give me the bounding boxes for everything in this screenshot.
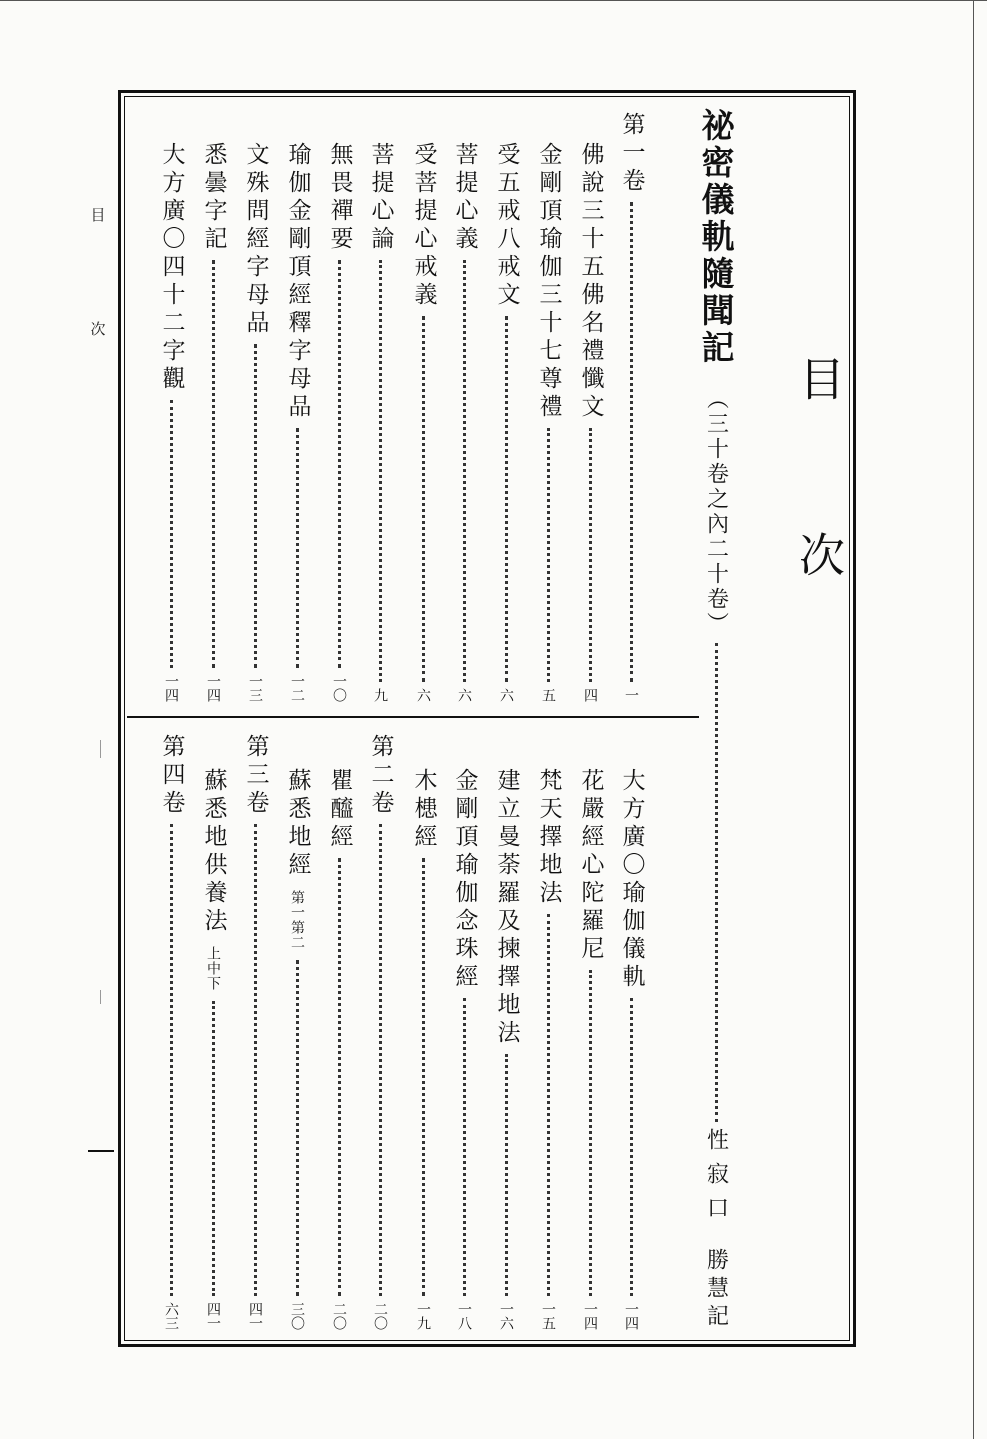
toc-entry-page: 一六 — [498, 1302, 514, 1330]
toc-entry-page: 一四 — [623, 1302, 639, 1330]
work-title: 祕密儀軌隨聞記 — [696, 108, 736, 367]
toc-entry — [324, 142, 354, 702]
leader-dots — [505, 1054, 508, 1296]
toc-entry — [449, 768, 479, 1330]
author-line: 性寂口 — [703, 1128, 729, 1230]
toc-entry — [282, 142, 312, 702]
leader-dots — [379, 824, 382, 1296]
toc-entry-page: 九 — [372, 688, 388, 702]
toc-entry — [575, 142, 605, 702]
toc-entry-note: 上中下 — [205, 946, 221, 991]
toc-entry — [616, 768, 646, 1330]
running-head-char-2: 次 — [90, 320, 106, 338]
toc-entry-title: 文殊問經字母品 — [242, 142, 269, 338]
leader-dots — [463, 998, 466, 1296]
toc-entry — [240, 734, 270, 1330]
toc-entry-note: 第一第二 — [289, 890, 305, 950]
section-divider — [127, 716, 699, 718]
toc-entry-title: 花嚴經心陀羅尼 — [577, 768, 604, 964]
toc-entry — [533, 142, 563, 702]
toc-entry-page: 一四 — [582, 1302, 598, 1330]
toc-entry — [324, 768, 354, 1330]
toc-entry-title: 大方廣〇四十二字觀 — [158, 142, 185, 394]
toc-entry-page: 一二 — [289, 674, 305, 702]
toc-entry-title: 無畏禪要 — [326, 142, 353, 254]
leader-dots — [379, 260, 382, 682]
toc-entry-page: 一四 — [205, 674, 221, 702]
running-head-char-1: 目 — [90, 206, 106, 224]
toc-entry-title: 第一卷 — [618, 112, 645, 196]
leader-dots — [505, 316, 508, 682]
toc-entry-title: 受五戒八戒文 — [493, 142, 520, 310]
leader-dots — [589, 428, 592, 682]
toc-entry-title: 受菩提心戒義 — [410, 142, 437, 310]
toc-entry — [198, 142, 228, 702]
toc-entry-title: 大方廣〇瑜伽儀軌 — [618, 768, 645, 992]
toc-entry-page: 六 — [456, 688, 472, 702]
toc-entry-title: 悉曇字記 — [200, 142, 227, 254]
leader-dots — [547, 428, 550, 682]
toc-entry-page: 五 — [540, 688, 556, 702]
toc-entry — [365, 734, 395, 1330]
margin-tick — [100, 990, 101, 1004]
toc-entry-title: 第二卷 — [367, 734, 394, 818]
leader-dots — [254, 344, 257, 668]
leader-dots — [254, 824, 257, 1296]
folio-page-number — [88, 1150, 114, 1152]
toc-entry-title: 蘇悉地經 — [284, 768, 311, 880]
toc-entry-page: 四一 — [247, 1302, 263, 1330]
toc-entry-page: 一四 — [163, 674, 179, 702]
toc-entry — [575, 768, 605, 1330]
toc-entry — [408, 142, 438, 702]
toc-entry-page: 六 — [498, 688, 514, 702]
leader-dots — [212, 260, 215, 668]
toc-entry-title: 瞿醯經 — [326, 768, 353, 852]
leader-dots — [630, 998, 633, 1296]
leader-dots — [212, 1001, 215, 1296]
author-line-2: 勝慧記 — [703, 1248, 729, 1332]
toc-entry-title: 金剛頂瑜伽三十七尊禮 — [535, 142, 562, 422]
leader-dots — [715, 643, 718, 1122]
margin-tick — [100, 740, 101, 758]
toc-entry — [408, 768, 438, 1330]
toc-entry — [491, 142, 521, 702]
toc-entry-page: 一五 — [540, 1302, 556, 1330]
toc-entry-title: 佛說三十五佛名禮懺文 — [577, 142, 604, 422]
toc-entry-page: 四一 — [205, 1302, 221, 1330]
toc-entry-title: 第四卷 — [158, 734, 185, 818]
toc-entry-page: 二〇 — [331, 1302, 347, 1330]
toc-entry — [449, 142, 479, 702]
toc-entry-title: 第三卷 — [242, 734, 269, 818]
toc-entry — [616, 112, 646, 702]
leader-dots — [170, 400, 173, 668]
toc-entry-title: 建立曼荼羅及揀擇地法 — [493, 768, 520, 1048]
toc-entry-page: 一八 — [456, 1302, 472, 1330]
toc-entry-title: 梵天擇地法 — [535, 768, 562, 908]
toc-entry-page: 二〇 — [372, 1302, 388, 1330]
toc-entry-page: 一九 — [415, 1302, 431, 1330]
leader-dots — [296, 428, 299, 668]
leader-dots — [589, 970, 592, 1296]
leader-dots — [338, 858, 341, 1296]
toc-entry — [198, 768, 228, 1330]
page-edge-top — [0, 0, 987, 1]
toc-entry — [240, 142, 270, 702]
toc-entry-page: 一〇 — [331, 674, 347, 702]
toc-entry — [491, 768, 521, 1330]
toc-entry — [282, 768, 312, 1330]
toc-entry-title: 金剛頂瑜伽念珠經 — [451, 768, 478, 992]
leader-dots — [338, 260, 341, 668]
toc-entry — [156, 734, 186, 1330]
toc-entry-page: 四 — [582, 688, 598, 702]
leader-dots — [170, 824, 173, 1296]
toc-entry-page: 一三 — [247, 674, 263, 702]
toc-entry — [156, 142, 186, 702]
toc-entry-title: 蘇悉地供養法 — [200, 768, 227, 936]
toc-entry-page: 一 — [623, 688, 639, 702]
leader-dots — [463, 260, 466, 682]
toc-entry-title: 瑜伽金剛頂經釋字母品 — [284, 142, 311, 422]
toc-entry-title: 木槵經 — [410, 768, 437, 852]
work-title-column — [698, 108, 734, 1332]
leader-dots — [630, 202, 633, 682]
toc-entry-page: 六三 — [163, 1302, 179, 1330]
leader-dots — [547, 914, 550, 1296]
toc-entry-title: 菩提心論 — [367, 142, 394, 254]
leader-dots — [296, 960, 299, 1296]
leader-dots — [422, 316, 425, 682]
page-title: 目次 — [792, 355, 846, 707]
page-edge-right — [973, 0, 974, 1439]
toc-entry-title: 菩提心義 — [451, 142, 478, 254]
toc-entry-page: 三〇 — [289, 1302, 305, 1330]
page-frame-inner — [124, 96, 850, 1341]
toc-entry — [365, 142, 395, 702]
toc-entry — [533, 768, 563, 1330]
leader-dots — [422, 858, 425, 1296]
toc-entry-page: 六 — [415, 688, 431, 702]
work-subtitle: （三十卷之內二十卷） — [703, 387, 729, 637]
